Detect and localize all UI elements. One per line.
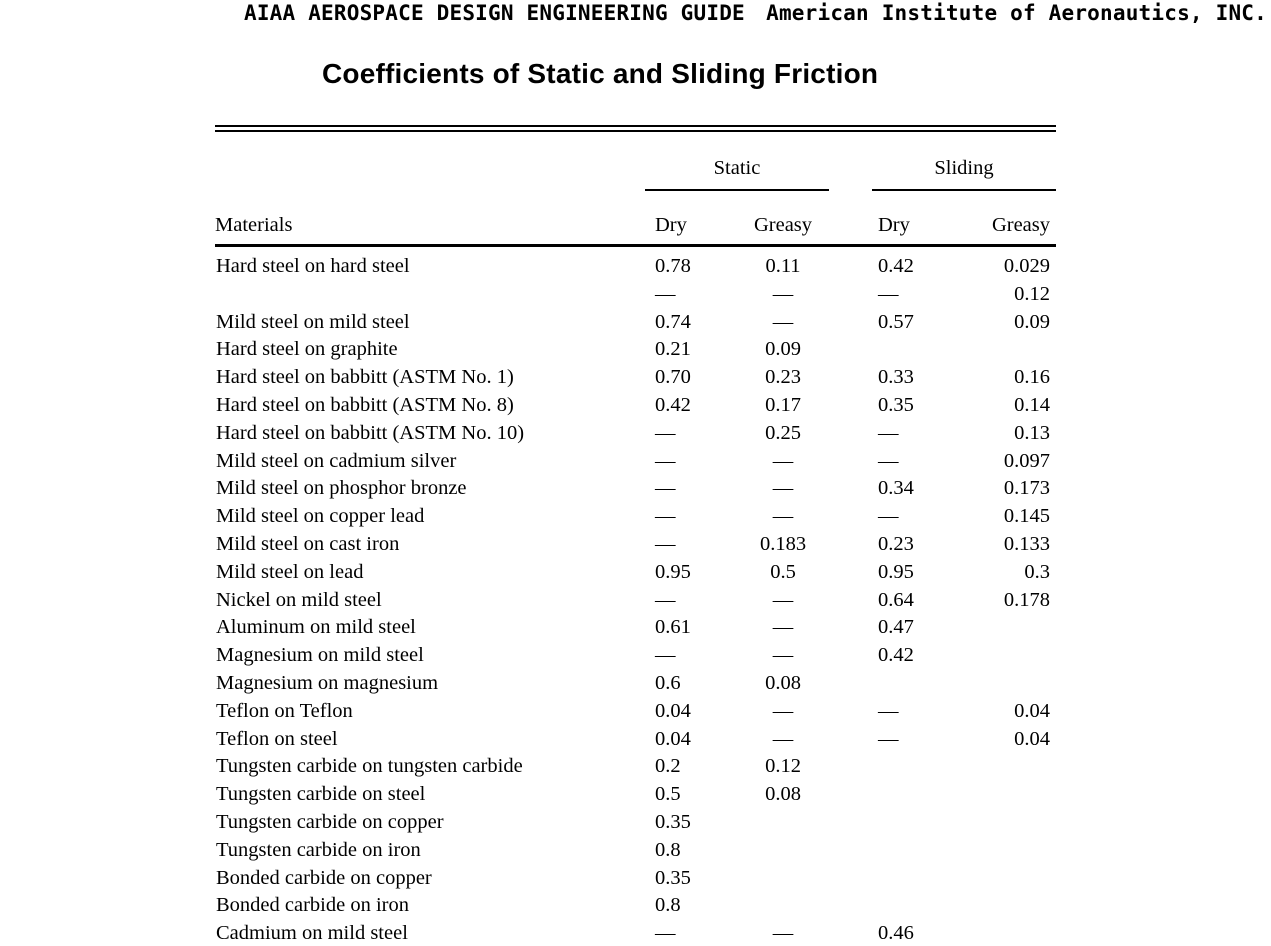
sliding-dry-cell: 0.42 <box>878 644 914 667</box>
static-greasy-cell: — <box>772 449 794 472</box>
static-dry-cell: — <box>655 532 676 555</box>
table-row <box>215 837 1056 865</box>
static-greasy-cell: — <box>772 588 794 611</box>
static-greasy-cell: 0.17 <box>765 393 801 416</box>
static-dry-cell: — <box>655 282 676 305</box>
static-dry-cell: — <box>655 644 676 667</box>
sliding-greasy-cell <box>964 642 1056 670</box>
sliding-greasy-cell <box>964 336 1056 364</box>
static-greasy-cell <box>737 892 829 920</box>
sliding-greasy-cell <box>964 837 1056 865</box>
group-header-empty-cell <box>215 132 645 190</box>
column-gap-cell <box>829 892 872 920</box>
sliding-dry-cell: 0.95 <box>878 560 914 583</box>
friction-table <box>215 132 1056 946</box>
table-body <box>215 246 1056 946</box>
column-gap-cell <box>829 281 872 309</box>
sliding-dry-cell: 0.42 <box>878 255 914 277</box>
static-greasy-cell <box>737 837 829 865</box>
sliding-greasy-cell: 0.145 <box>1003 505 1050 528</box>
static-greasy-cell <box>737 809 829 837</box>
column-header-gap <box>829 190 872 246</box>
column-gap-cell <box>829 448 872 476</box>
table-row <box>215 809 1056 837</box>
static-dry-cell: — <box>655 477 676 500</box>
sliding-greasy-cell <box>964 753 1056 781</box>
material-cell: Mild steel on copper lead <box>216 505 425 528</box>
material-cell: Mild steel on cast iron <box>216 532 400 555</box>
column-gap-cell <box>829 837 872 865</box>
static-greasy-cell: 0.5 <box>770 560 796 583</box>
static-greasy-cell: 0.08 <box>765 783 801 806</box>
column-gap-cell <box>829 642 872 670</box>
column-gap-cell <box>829 781 872 809</box>
static-dry-cell: — <box>655 588 676 611</box>
sliding-dry-cell: 0.57 <box>878 310 914 333</box>
table-row <box>215 753 1056 781</box>
sliding-greasy-cell: 0.097 <box>1003 449 1050 472</box>
material-cell: Mild steel on phosphor bronze <box>216 477 467 500</box>
page-header <box>244 1 1267 25</box>
material-cell: Bonded carbide on iron <box>216 894 409 917</box>
material-cell: Hard steel on babbitt (ASTM No. 8) <box>216 393 514 416</box>
material-cell: Magnesium on mild steel <box>216 644 424 667</box>
sliding-dry-cell: 0.64 <box>878 588 914 611</box>
static-greasy-cell: 0.183 <box>759 532 807 555</box>
sliding-dry-cell <box>872 670 964 698</box>
column-gap-cell <box>829 698 872 726</box>
group-header-gap <box>829 132 872 190</box>
sliding-greasy-cell <box>964 670 1056 698</box>
sliding-greasy-cell: 0.16 <box>1014 366 1050 389</box>
page-header-left: AIAA AEROSPACE DESIGN ENGINEERING GUIDE <box>244 1 745 25</box>
table-header <box>215 132 1056 246</box>
static-dry-cell: 0.21 <box>655 338 691 361</box>
column-gap-cell <box>829 809 872 837</box>
sliding-dry-cell: — <box>878 505 899 528</box>
static-greasy-cell: 0.09 <box>765 338 801 361</box>
static-greasy-header: Greasy <box>737 190 829 246</box>
sliding-greasy-cell: 0.173 <box>1003 477 1050 500</box>
material-cell: Cadmium on mild steel <box>216 922 408 945</box>
sliding-greasy-cell <box>964 809 1056 837</box>
static-dry-header: Dry <box>645 190 737 246</box>
static-greasy-cell: — <box>772 727 794 750</box>
static-greasy-cell: 0.12 <box>765 755 801 778</box>
sliding-greasy-cell: 0.3 <box>1024 560 1050 583</box>
sliding-dry-cell: 0.23 <box>878 532 914 555</box>
table-row <box>215 670 1056 698</box>
material-cell: Magnesium on magnesium <box>216 671 439 694</box>
table-row <box>215 448 1056 476</box>
sliding-dry-cell: — <box>878 282 899 305</box>
static-dry-cell: 0.95 <box>655 560 691 583</box>
static-greasy-cell: — <box>772 282 794 305</box>
sliding-greasy-cell: 0.133 <box>1003 532 1050 555</box>
table-row <box>215 865 1056 893</box>
column-gap-cell <box>829 670 872 698</box>
static-dry-cell: 0.74 <box>655 310 691 333</box>
top-double-rule <box>215 125 1056 132</box>
table-row <box>215 892 1056 920</box>
table-row <box>215 503 1056 531</box>
static-greasy-cell: 0.23 <box>765 366 801 389</box>
sliding-dry-header: Dry <box>872 190 964 246</box>
column-gap-cell <box>829 865 872 893</box>
column-gap-cell <box>829 392 872 420</box>
static-dry-cell: 0.78 <box>655 255 691 277</box>
table-row <box>215 309 1056 337</box>
static-greasy-cell: 0.08 <box>765 671 801 694</box>
material-cell: Hard steel on hard steel <box>216 255 410 277</box>
column-gap-cell <box>829 531 872 559</box>
static-greasy-cell <box>737 865 829 893</box>
sliding-greasy-cell <box>964 920 1056 946</box>
sliding-dry-cell <box>872 753 964 781</box>
sliding-dry-cell <box>872 892 964 920</box>
column-gap-cell <box>829 309 872 337</box>
sliding-greasy-cell: 0.04 <box>1014 699 1050 722</box>
table-row <box>215 281 1056 309</box>
material-cell: Tungsten carbide on steel <box>216 783 426 806</box>
table-row <box>215 531 1056 559</box>
static-greasy-cell: 0.25 <box>765 421 801 444</box>
column-gap-cell <box>829 420 872 448</box>
column-gap-cell <box>829 475 872 503</box>
column-gap-cell <box>829 364 872 392</box>
static-dry-cell: — <box>655 421 676 444</box>
static-greasy-cell: — <box>772 505 794 528</box>
static-dry-cell: — <box>655 449 676 472</box>
sliding-greasy-cell: 0.12 <box>1014 282 1050 305</box>
static-dry-cell: 0.8 <box>655 838 681 861</box>
material-cell: Mild steel on mild steel <box>216 310 410 333</box>
table-row <box>215 559 1056 587</box>
sliding-greasy-cell <box>964 892 1056 920</box>
material-cell: Mild steel on lead <box>216 560 364 583</box>
static-dry-cell: 0.35 <box>655 866 691 889</box>
sliding-greasy-cell <box>964 614 1056 642</box>
table-row <box>215 364 1056 392</box>
sliding-dry-cell <box>872 336 964 364</box>
static-dry-cell: 0.6 <box>655 671 681 694</box>
sliding-dry-cell: 0.46 <box>878 922 914 945</box>
static-dry-cell: 0.8 <box>655 894 681 917</box>
static-greasy-cell: — <box>772 644 794 667</box>
group-header-row <box>215 132 1056 190</box>
sliding-dry-cell: 0.47 <box>878 616 914 639</box>
sliding-dry-cell: — <box>878 449 899 472</box>
static-dry-cell: 0.42 <box>655 393 691 416</box>
column-gap-cell <box>829 559 872 587</box>
sliding-greasy-cell: 0.13 <box>1014 421 1050 444</box>
page-header-right: American Institute of Aeronautics, INC. <box>766 1 1267 25</box>
column-header-row <box>215 190 1056 246</box>
sliding-dry-cell: — <box>878 421 899 444</box>
sliding-greasy-header: Greasy <box>964 190 1056 246</box>
sliding-dry-cell: — <box>878 699 899 722</box>
sliding-dry-cell: 0.35 <box>878 393 914 416</box>
table-row <box>215 246 1056 281</box>
material-cell <box>215 281 645 309</box>
table-row <box>215 698 1056 726</box>
column-gap-cell <box>829 726 872 754</box>
static-dry-cell: 0.2 <box>655 755 681 778</box>
table-row <box>215 336 1056 364</box>
material-cell: Tungsten carbide on iron <box>216 838 421 861</box>
sliding-greasy-cell: 0.14 <box>1014 393 1050 416</box>
sliding-dry-cell: 0.34 <box>878 477 914 500</box>
static-dry-cell: 0.5 <box>655 783 681 806</box>
material-cell: Mild steel on cadmium silver <box>216 449 457 472</box>
material-cell: Hard steel on babbitt (ASTM No. 10) <box>216 421 525 444</box>
column-gap-cell <box>829 503 872 531</box>
static-dry-cell: — <box>655 505 676 528</box>
sliding-greasy-cell: 0.04 <box>1014 727 1050 750</box>
static-greasy-cell: — <box>772 310 794 333</box>
sliding-greasy-cell: 0.09 <box>1014 310 1050 333</box>
material-cell: Nickel on mild steel <box>216 588 382 611</box>
static-greasy-cell: — <box>772 477 794 500</box>
table-row <box>215 587 1056 615</box>
static-dry-cell: 0.61 <box>655 616 691 639</box>
sliding-dry-cell <box>872 781 964 809</box>
column-gap-cell <box>829 336 872 364</box>
table-row <box>215 614 1056 642</box>
material-cell: Bonded carbide on copper <box>216 866 432 889</box>
static-greasy-cell: — <box>772 922 794 945</box>
static-greasy-cell: 0.11 <box>765 255 801 277</box>
material-cell: Teflon on Teflon <box>216 699 353 722</box>
static-group-header: Static <box>645 132 829 190</box>
column-gap-cell <box>829 587 872 615</box>
friction-table-wrap <box>215 125 1056 946</box>
sliding-greasy-cell <box>964 865 1056 893</box>
table-row <box>215 726 1056 754</box>
table-row <box>215 920 1056 946</box>
material-cell: Aluminum on mild steel <box>216 616 416 639</box>
static-dry-cell: 0.04 <box>655 727 691 750</box>
sliding-dry-cell <box>872 809 964 837</box>
sliding-greasy-cell: 0.029 <box>1003 255 1050 277</box>
static-dry-cell: 0.04 <box>655 699 691 722</box>
material-cell: Hard steel on graphite <box>216 338 398 361</box>
table-row <box>215 781 1056 809</box>
table-title: Coefficients of Static and Sliding Friction <box>322 58 879 89</box>
material-cell: Tungsten carbide on tungsten carbide <box>216 755 523 778</box>
column-gap-cell <box>829 614 872 642</box>
sliding-dry-cell: 0.33 <box>878 366 914 389</box>
static-greasy-cell: — <box>772 616 794 639</box>
sliding-dry-cell <box>872 865 964 893</box>
column-gap-cell <box>829 920 872 946</box>
material-cell: Tungsten carbide on copper <box>216 810 444 833</box>
material-cell: Teflon on steel <box>216 727 338 750</box>
column-gap-cell <box>829 753 872 781</box>
sliding-dry-cell <box>872 837 964 865</box>
static-dry-cell: — <box>655 922 676 945</box>
column-gap-cell <box>829 246 872 281</box>
sliding-dry-cell: — <box>878 727 899 750</box>
sliding-greasy-cell <box>964 781 1056 809</box>
materials-header: Materials <box>215 190 645 246</box>
material-cell: Hard steel on babbitt (ASTM No. 1) <box>216 366 514 389</box>
sliding-greasy-cell: 0.178 <box>1003 588 1050 611</box>
table-row <box>215 420 1056 448</box>
static-dry-cell: 0.35 <box>655 810 691 833</box>
table-row <box>215 475 1056 503</box>
static-dry-cell: 0.70 <box>655 366 691 389</box>
sliding-group-header: Sliding <box>872 132 1056 190</box>
table-row <box>215 392 1056 420</box>
table-row <box>215 642 1056 670</box>
static-greasy-cell: — <box>772 699 794 722</box>
